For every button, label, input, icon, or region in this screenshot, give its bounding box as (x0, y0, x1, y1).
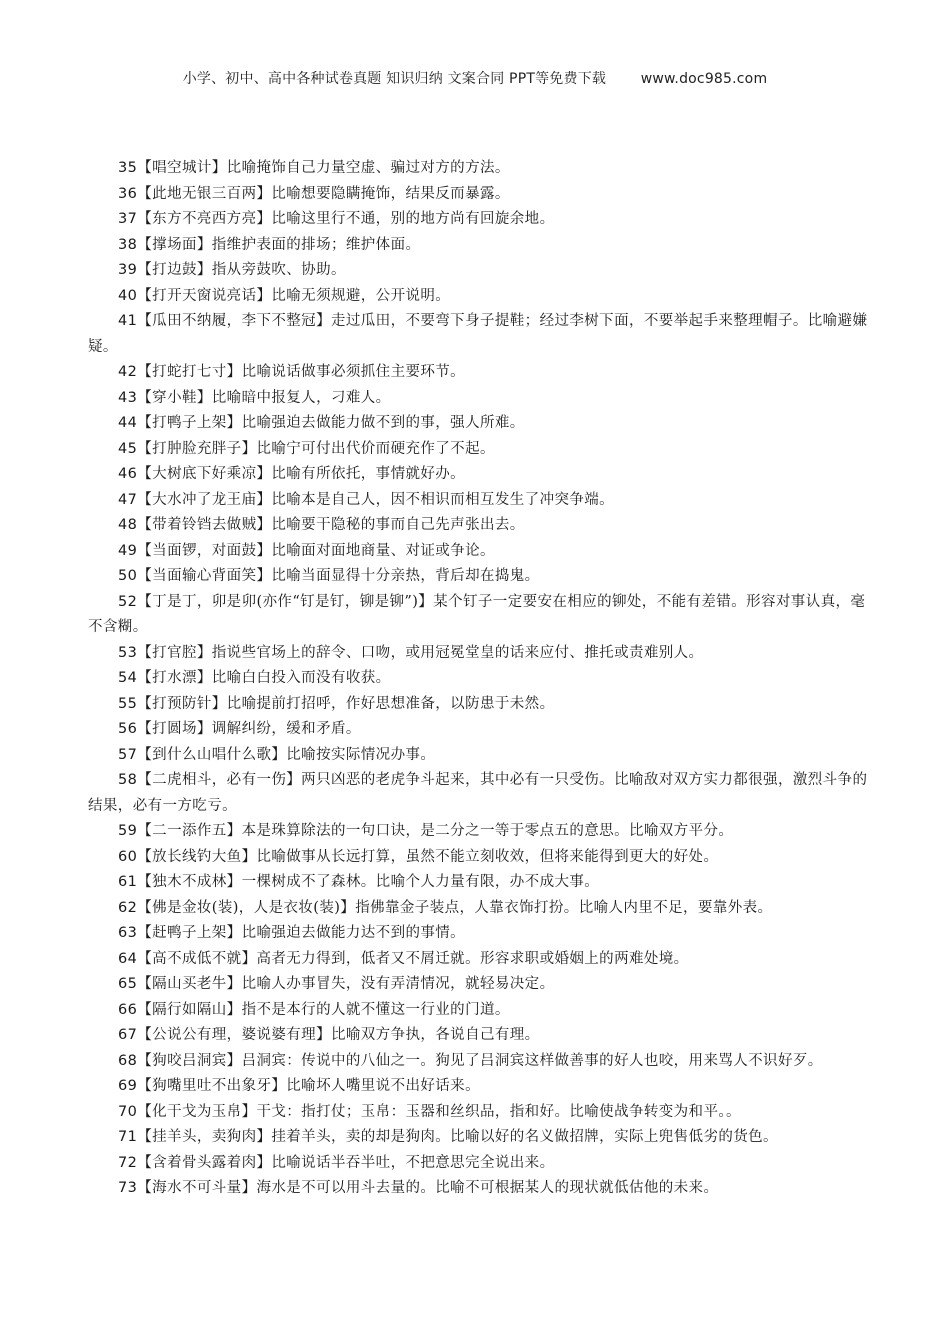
list-item (88, 539, 878, 565)
list-item (88, 717, 878, 743)
list-item (88, 819, 878, 845)
entry-text: 【狗咬吕洞宾】吕洞宾：传说中的八仙之一。狗见了吕洞宾这样做善事的好人也咬，用来骂人不识好歹。 (137, 1052, 823, 1069)
entry-number: 52 (118, 593, 138, 610)
list-item (88, 1176, 878, 1202)
list-item (88, 360, 878, 386)
entry-number: 54 (118, 670, 138, 686)
entry-number: 35 (118, 160, 138, 176)
entry-number: 73 (118, 1180, 138, 1196)
entry-text: 【当面锣，对面鼓】比喻面对面地商量、对证或争论。 (137, 542, 495, 559)
entry-text: 【穿小鞋】比喻暗中报复人，刁难人。 (137, 389, 391, 406)
entry-text: 【二虎相斗，必有一伤】两只凶恶的老虎争斗起来，其中必有一只受伤。比喻敌对双方实力都很强，激烈斗争的结果，必有一方吃亏。 (88, 772, 868, 814)
list-item (88, 896, 878, 922)
list-item (88, 870, 878, 896)
entry-number: 58 (118, 772, 138, 788)
entry-text: 【打预防针】比喻提前打招呼，作好思想准备，以防患于未然。 (137, 695, 555, 712)
header-site-link[interactable]: www.doc985.com (640, 71, 768, 87)
entry-text: 【打官腔】指说些官场上的辞令、口吻，或用冠冕堂皇的话来应付、推托或责难别人。 (137, 644, 704, 661)
list-item (88, 437, 878, 463)
entry-number: 50 (118, 568, 138, 584)
entry-text: 【含着骨头露着肉】比喻说话半吞半吐，不把意思完全说出来。 (137, 1154, 555, 1171)
entry-text: 【赶鸭子上架】比喻强迫去做能力达不到的事情。 (137, 925, 466, 941)
entry-number: 40 (118, 287, 138, 304)
entry-text: 【大水冲了龙王庙】比喻本是自己人，因不相识而相互发生了冲突争端。 (137, 491, 615, 508)
entry-number: 72 (118, 1154, 138, 1171)
entry-text: 【打圆场】调解纠纷，缓和矛盾。 (137, 721, 361, 737)
entry-number: 55 (118, 695, 138, 712)
entry-number: 71 (118, 1129, 138, 1145)
list-item (88, 284, 878, 310)
list-item (88, 1049, 878, 1075)
entry-text: 【唱空城计】比喻掩饰自己力量空虚、骗过对方的方法。 (137, 160, 510, 176)
entry-number: 61 (118, 874, 138, 890)
entry-text: 【打水漂】比喻白白投入而没有收获。 (137, 670, 391, 686)
entry-number: 56 (118, 721, 138, 737)
list-item (88, 1100, 878, 1126)
entry-number: 36 (118, 185, 138, 202)
entry-text: 【高不成低不就】高者无力得到，低者又不屑迁就。形容求职或婚姻上的两难处境。 (137, 950, 689, 967)
entry-number: 44 (118, 415, 138, 431)
list-item (88, 743, 878, 769)
page-header (0, 68, 950, 88)
entry-number: 37 (118, 211, 138, 227)
entry-text: 【带着铃铛去做贼】比喻要干隐秘的事而自己先声张出去。 (137, 517, 525, 533)
entry-number: 45 (118, 440, 138, 457)
entry-number: 47 (118, 491, 138, 508)
entry-number: 66 (118, 1001, 138, 1018)
header-text: 小学、初中、高中各种试卷真题 知识归纳 文案合同 PPT等免费下载 (182, 71, 607, 87)
list-item (88, 488, 878, 514)
list-item (88, 998, 878, 1024)
list-item (88, 462, 878, 488)
list-item (88, 564, 878, 590)
entry-number: 65 (118, 976, 138, 992)
entry-number: 43 (118, 389, 138, 406)
entry-text: 【撑场面】指维护表面的排场；维护体面。 (137, 236, 421, 253)
entry-number: 63 (118, 925, 138, 941)
list-item (88, 386, 878, 412)
entry-number: 62 (118, 899, 138, 916)
entry-text: 【隔行如隔山】指不是本行的人就不懂这一行业的门道。 (137, 1001, 510, 1018)
entry-text: 【独木不成林】一棵树成不了森林。比喻个人力量有限，办不成大事。 (137, 874, 600, 890)
entry-number: 67 (118, 1027, 138, 1043)
entry-text: 【打肿脸充胖子】比喻宁可付出代价而硬充作了不起。 (137, 440, 495, 457)
entry-text: 【此地无银三百两】比喻想要隐瞒掩饰，结果反而暴露。 (137, 185, 510, 202)
list-item (88, 1074, 878, 1100)
entry-text: 【东方不亮西方亮】比喻这里行不通，别的地方尚有回旋余地。 (137, 211, 555, 227)
list-item (88, 1151, 878, 1177)
entry-text: 【放长线钓大鱼】比喻做事从长远打算，虽然不能立刻收效，但将来能得到更大的好处。 (137, 848, 719, 865)
list-item (88, 182, 878, 208)
list-item (88, 513, 878, 539)
list-item (88, 233, 878, 259)
entry-number: 38 (118, 236, 138, 253)
entry-text: 【大树底下好乘凉】比喻有所依托，事情就好办。 (137, 466, 466, 482)
entry-text: 【狗嘴里吐不出象牙】比喻坏人嘴里说不出好话来。 (137, 1078, 480, 1094)
entry-number: 57 (118, 746, 138, 763)
entry-number: 42 (118, 364, 138, 380)
entry-number: 70 (118, 1103, 138, 1120)
entry-text: 【丁是丁，卯是卯(亦作“钉是钉，铆是铆”)】某个钉子一定要安在相应的铆处，不能有差错。形容对事认真，毫不含糊。 (88, 593, 866, 635)
entry-text: 【化干戈为玉帛】干戈：指打仗；玉帛：玉器和丝织品，指和好。比喻使战争转变为和平。。 (137, 1103, 741, 1120)
entry-text: 【二一添作五】本是珠算除法的一句口诀，是二分之一等于零点五的意思。比喻双方平分。 (137, 823, 734, 839)
entry-number: 49 (118, 542, 138, 559)
entry-text: 【打边鼓】指从旁鼓吹、协助。 (137, 262, 346, 278)
list-item (88, 258, 878, 284)
entry-number: 68 (118, 1052, 138, 1069)
list-item (88, 692, 878, 718)
list-item (88, 1023, 878, 1049)
list-item (88, 309, 878, 360)
entry-text: 【挂羊头，卖狗肉】挂着羊头，卖的却是狗肉。比喻以好的名义做招牌，实际上兜售低劣的货色。 (137, 1129, 778, 1145)
idiom-list (88, 156, 878, 1202)
entry-text: 【打鸭子上架】比喻强迫去做能力做不到的事，强人所难。 (137, 415, 525, 431)
entry-text: 【瓜田不纳履，李下不整冠】走过瓜田，不要弯下身子提鞋；经过李树下面，不要举起手来整理帽子。比喻避嫌疑。 (88, 313, 868, 355)
entry-text: 【打蛇打七寸】比喻说话做事必须抓住主要环节。 (137, 364, 466, 380)
list-item (88, 411, 878, 437)
list-item (88, 1125, 878, 1151)
list-item (88, 156, 878, 182)
entry-number: 69 (118, 1078, 138, 1094)
entry-text: 【隔山买老牛】比喻人办事冒失，没有弄清情况，就轻易决定。 (137, 976, 555, 992)
list-item (88, 666, 878, 692)
list-item (88, 641, 878, 667)
list-item (88, 590, 878, 641)
entry-text: 【公说公有理，婆说婆有理】比喻双方争执，各说自己有理。 (137, 1027, 540, 1043)
list-item (88, 207, 878, 233)
entry-number: 59 (118, 823, 138, 839)
list-item (88, 947, 878, 973)
list-item (88, 921, 878, 947)
entry-text: 【当面输心背面笑】比喻当面显得十分亲热，背后却在捣鬼。 (137, 568, 540, 584)
entry-text: 【到什么山唱什么歌】比喻按实际情况办事。 (137, 746, 436, 763)
entry-text: 【打开天窗说亮话】比喻无须规避，公开说明。 (137, 287, 451, 304)
entry-number: 48 (118, 517, 138, 533)
entry-number: 46 (118, 466, 138, 482)
entry-number: 60 (118, 848, 138, 865)
list-item (88, 972, 878, 998)
entry-text: 【海水不可斗量】海水是不可以用斗去量的。比喻不可根据某人的现状就低估他的未来。 (137, 1180, 719, 1196)
entry-text: 【佛是金妆(装)，人是衣妆(装)】指佛靠金子装点，人靠衣饰打扮。比喻人内里不足，要靠外表。 (137, 899, 773, 916)
entry-number: 39 (118, 262, 138, 278)
list-item (88, 845, 878, 871)
entry-number: 64 (118, 950, 138, 967)
entry-number: 53 (118, 644, 138, 661)
entry-number: 41 (118, 313, 138, 329)
list-item (88, 768, 878, 819)
